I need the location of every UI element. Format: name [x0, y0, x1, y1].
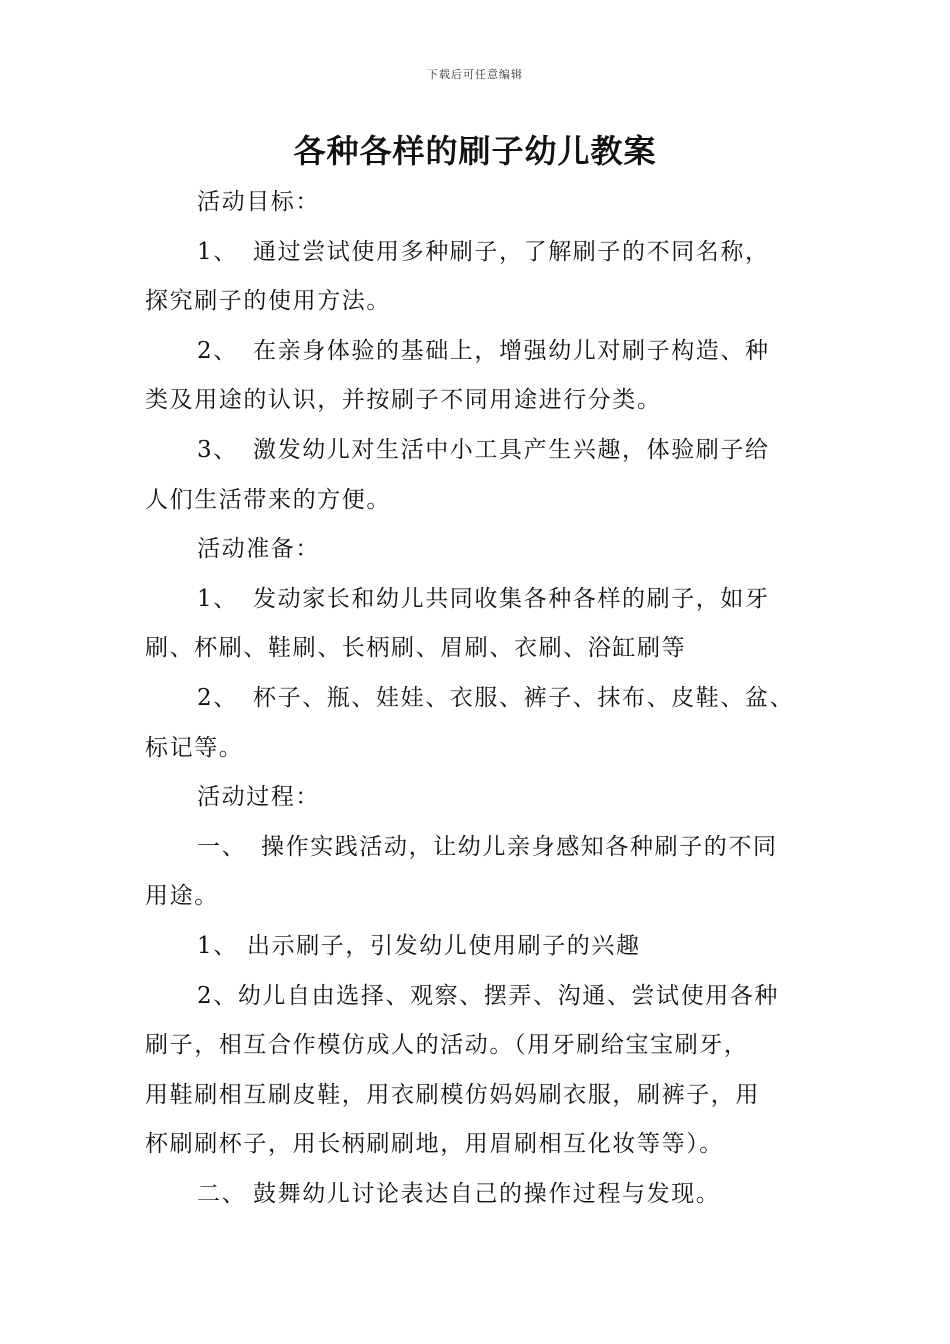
goal-item-text: 通过尝试使用多种刷子，了解刷子的不同名称，	[253, 238, 770, 265]
process-part-number: 二、	[197, 1180, 247, 1207]
process-part-1-continued: 用途。	[145, 883, 219, 910]
goal-item-2	[145, 327, 825, 377]
process-step-number: 1、	[197, 932, 238, 959]
process-step-2-line-4: 杯刷刷杯子，用长柄刷刷地，用眉刷相互化妆等等）。	[145, 1131, 724, 1158]
process-step-2: 2、幼儿自由选择、观察、摆弄、沟通、尝试使用各种	[197, 982, 780, 1009]
prep-item-1	[145, 575, 825, 625]
document-title: 各种各样的刷子幼儿教案	[293, 132, 657, 170]
process-part-text: 操作实践活动，让幼儿亲身感知各种刷子的不同	[261, 833, 778, 860]
prep-item-number: 1、	[197, 585, 238, 612]
goal-item-2-continued: 类及用途的认识，并按刷子不同用途进行分类。	[145, 387, 662, 414]
prep-item-1-continued: 刷、杯刷、鞋刷、长柄刷、眉刷、衣刷、浴缸刷等	[145, 635, 687, 662]
goal-item-text: 激发幼儿对生活中小工具产生兴趣，体验刷子给	[253, 436, 770, 463]
prep-item-number: 2、	[197, 684, 238, 711]
prep-item-text: 杯子、瓶、娃娃、衣服、裤子、抹布、皮鞋、盆、	[253, 684, 795, 711]
document-body	[145, 178, 825, 1219]
prep-item-text: 发动家长和幼儿共同收集各种各样的刷子，如牙	[253, 585, 770, 612]
prep-item-2-continued: 标记等。	[145, 734, 244, 761]
process-step-2-line-3: 用鞋刷相互刷皮鞋，用衣刷模仿妈妈刷衣服，刷裤子，用	[145, 1081, 760, 1108]
process-part-1	[145, 823, 825, 873]
goal-item-number: 1、	[197, 238, 238, 265]
process-step-text: 出示刷子，引发幼儿使用刷子的兴趣	[247, 932, 641, 959]
goal-item-text: 在亲身体验的基础上，增强幼儿对刷子构造、种	[253, 337, 770, 364]
prep-item-2	[145, 674, 825, 724]
process-part-number: 一、	[197, 833, 247, 860]
process-part-text: 鼓舞幼儿讨论表达自己的操作过程与发现。	[253, 1180, 721, 1207]
goal-item-1	[145, 228, 825, 278]
goal-item-number: 3、	[197, 436, 238, 463]
goal-item-1-continued: 探究刷子的使用方法。	[145, 288, 391, 315]
process-step-1	[145, 922, 825, 972]
prep-heading: 活动准备：	[197, 536, 320, 563]
goal-item-number: 2、	[197, 337, 238, 364]
process-step-2-line-2: 刷子，相互合作模仿成人的活动。（用牙刷给宝宝刷牙，	[145, 1032, 749, 1059]
header-note: 下载后可任意编辑	[427, 68, 523, 81]
goals-heading: 活动目标：	[197, 189, 320, 215]
process-heading: 活动过程：	[197, 784, 320, 811]
goal-item-3	[145, 426, 825, 476]
process-part-2	[145, 1170, 825, 1220]
goal-item-3-continued: 人们生活带来的方便。	[145, 486, 391, 513]
